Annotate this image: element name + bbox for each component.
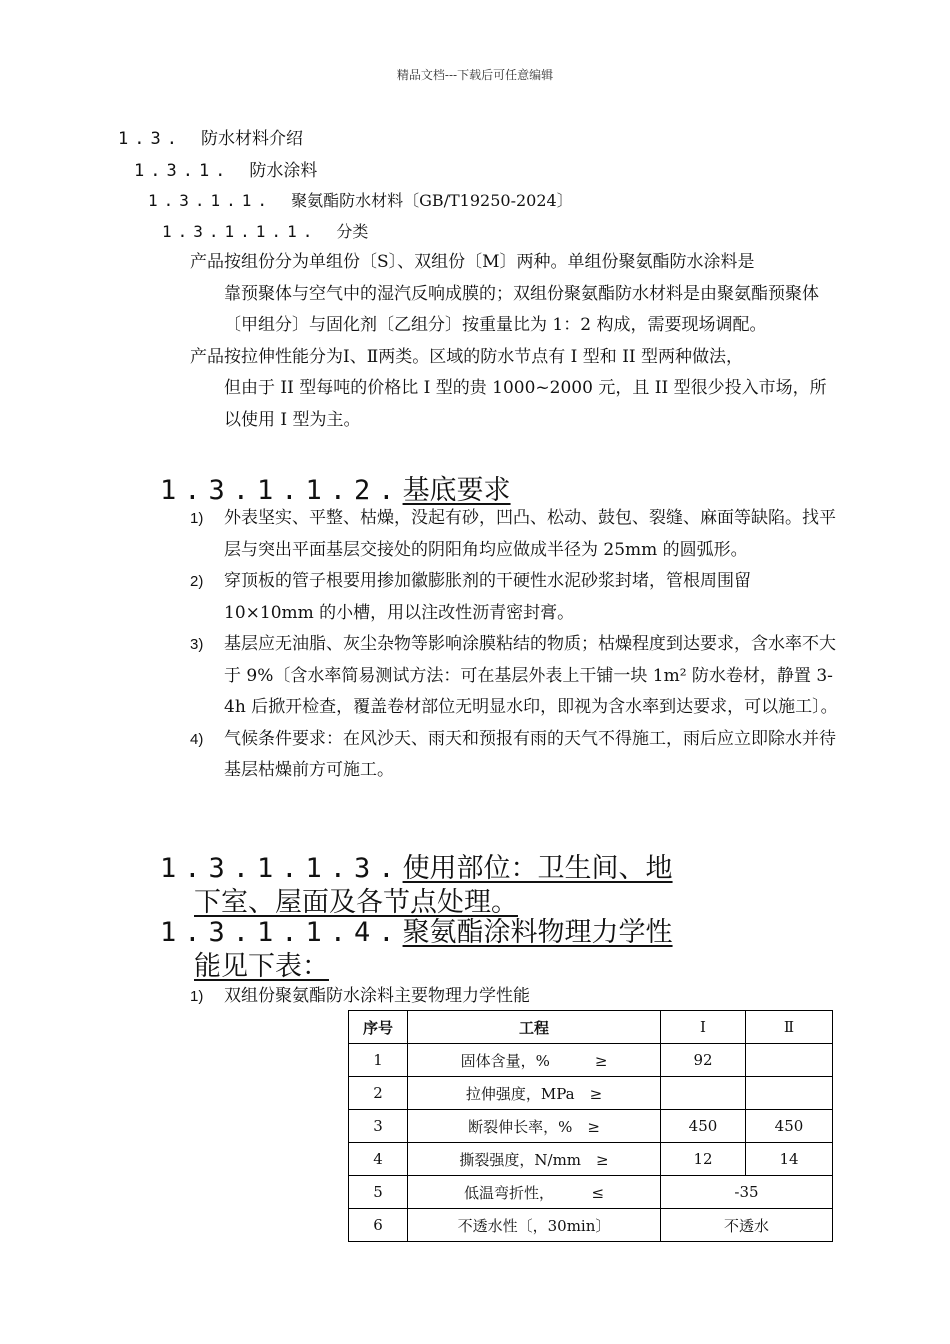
heading-number: 1.3.1.1.1. <box>162 222 319 241</box>
list-item <box>190 566 840 629</box>
list-text: 气候条件要求：在风沙天、雨天和预报有雨的天气不得施工，雨后应立即除水并待基层枯燥前方可施工。 <box>224 728 836 780</box>
table-cell: 低温弯折性， ≤ <box>408 1176 661 1209</box>
heading-1-3-1-1-1 <box>162 219 368 242</box>
list-text: 基层应无油脂、灰尘杂物等影响涂膜粘结的物质；枯燥程度到达要求，含水率不大于 9%〔含水率简易测试方法：可在基层外表上干铺一块 1m² 防水卷材，静置 3-4h 后掀开检查，覆盖卷材部位无明显水印，即视为含水率到达要求，可以施工〕。 <box>224 634 838 717</box>
properties-table <box>348 1010 833 1242</box>
table-caption-list <box>190 981 840 1013</box>
table-cell: 4 <box>349 1143 408 1176</box>
list-marker: 1) <box>190 988 204 1005</box>
table-cell: 1 <box>349 1044 408 1077</box>
list-item <box>190 981 840 1013</box>
list-marker: 2) <box>190 573 204 590</box>
table-cell: 不透水性〔，30min〕 <box>408 1209 661 1242</box>
heading-title: 分类 <box>336 222 369 241</box>
table-cell: 12 <box>661 1143 746 1176</box>
heading-title-continuation: 能见下表： <box>194 951 329 982</box>
table-cell: 14 <box>746 1143 833 1176</box>
paragraph-first-line: 产品按组份分为单组份〔S〕、双组份〔M〕两种。单组份聚氨酯防水涂料是 <box>190 252 755 272</box>
paragraph-classification <box>190 247 840 436</box>
table-cell: 固体含量，% ≥ <box>408 1044 661 1077</box>
table-row <box>349 1209 833 1242</box>
table-row <box>349 1044 833 1077</box>
table-cell: 450 <box>661 1110 746 1143</box>
table-cell-merged: -35 <box>661 1176 833 1209</box>
table-header-cell: Ⅰ <box>661 1011 746 1044</box>
table-cell <box>746 1044 833 1077</box>
table-cell: 拉伸强度，MPa ≥ <box>408 1077 661 1110</box>
table-header-cell: 序号 <box>349 1011 408 1044</box>
heading-number: 1.3.1. <box>134 161 232 181</box>
list-text: 外表坚实、平整、枯燥，没起有砂，凹凸、松动、鼓包、裂缝、麻面等缺陷。找平层与突出平面基层交接处的阴阳角均应做成半径为 25mm 的圆弧形。 <box>224 508 836 560</box>
paragraph-continuation: 但由于 II 型每吨的价格比 I 型的贵 1000~2000 元，且 II 型很少投入市场，所以使用 I 型为主。 <box>224 378 827 430</box>
table-header-row <box>349 1011 833 1044</box>
table-row <box>349 1110 833 1143</box>
heading-physical-properties <box>160 916 673 984</box>
table-cell: 5 <box>349 1176 408 1209</box>
heading-title-continuation: 下室、屋面及各节点处理。 <box>194 887 518 918</box>
heading-usage-areas <box>160 852 673 920</box>
table-cell: 6 <box>349 1209 408 1242</box>
heading-1-3-1-1 <box>148 188 573 211</box>
table-cell: 撕裂强度，N/mm ≥ <box>408 1143 661 1176</box>
table-row <box>349 1143 833 1176</box>
heading-substrate-requirements <box>160 468 511 507</box>
list-marker: 1) <box>190 510 204 527</box>
heading-number: 1.3.1.1. <box>148 191 274 210</box>
heading-1-3-1 <box>134 156 317 181</box>
heading-title: 使用部位：卫生间、地 <box>402 853 673 884</box>
table-cell-merged: 不透水 <box>661 1209 833 1242</box>
paragraph-first-line: 产品按拉伸性能分为Ⅰ、Ⅱ两类。区域的防水节点有 I 型和 II 型两种做法， <box>190 346 744 367</box>
table-cell: 3 <box>349 1110 408 1143</box>
heading-title: 防水涂料 <box>249 161 318 181</box>
paragraph-continuation: 靠预聚体与空气中的湿汽反响成膜的；双组份聚氨酯防水材料是由聚氨酯预聚体〔甲组分〕与固化剂〔乙组分〕按重量比为 1：2 构成，需要现场调配。 <box>224 283 819 335</box>
table-cell: 2 <box>349 1077 408 1110</box>
heading-number: 1.3.1.1.4. <box>160 917 403 948</box>
table-header-cell: 工程 <box>408 1011 661 1044</box>
list-marker: 3) <box>190 636 204 653</box>
heading-number: 1.3.1.1.2. <box>160 475 403 506</box>
heading-title: 防水材料介绍 <box>200 129 303 149</box>
heading-title: 聚氨酯防水材料〔GB/T19250-2024〕 <box>291 191 573 210</box>
heading-title: 基底要求 <box>402 475 511 506</box>
table-cell: 92 <box>661 1044 746 1077</box>
list-text: 穿顶板的管子根要用掺加徽膨胀剂的干硬性水泥砂浆封堵，管根周围留 10×10mm 的小槽，用以注改性沥青密封膏。 <box>224 571 751 623</box>
list-marker: 4) <box>190 730 204 748</box>
table-cell <box>661 1077 746 1110</box>
list-item <box>190 503 840 566</box>
heading-title: 聚氨酯涂料物理力学性 <box>402 917 673 948</box>
list-text: 双组份聚氨酯防水涂料主要物理力学性能 <box>224 986 530 1006</box>
table-cell <box>746 1077 833 1110</box>
table-header-cell: Ⅱ <box>746 1011 833 1044</box>
page-header: 精品文档---下载后可任意编辑 <box>396 68 554 82</box>
table-row <box>349 1176 833 1209</box>
substrate-requirements-list <box>190 503 840 787</box>
table-cell: 断裂伸长率，% ≥ <box>408 1110 661 1143</box>
heading-number: 1.3. <box>118 129 183 149</box>
heading-number: 1.3.1.1.3. <box>160 853 403 884</box>
table-row <box>349 1077 833 1110</box>
list-item <box>190 724 840 787</box>
list-item <box>190 629 840 724</box>
table-cell: 450 <box>746 1110 833 1143</box>
heading-1-3 <box>118 124 303 149</box>
